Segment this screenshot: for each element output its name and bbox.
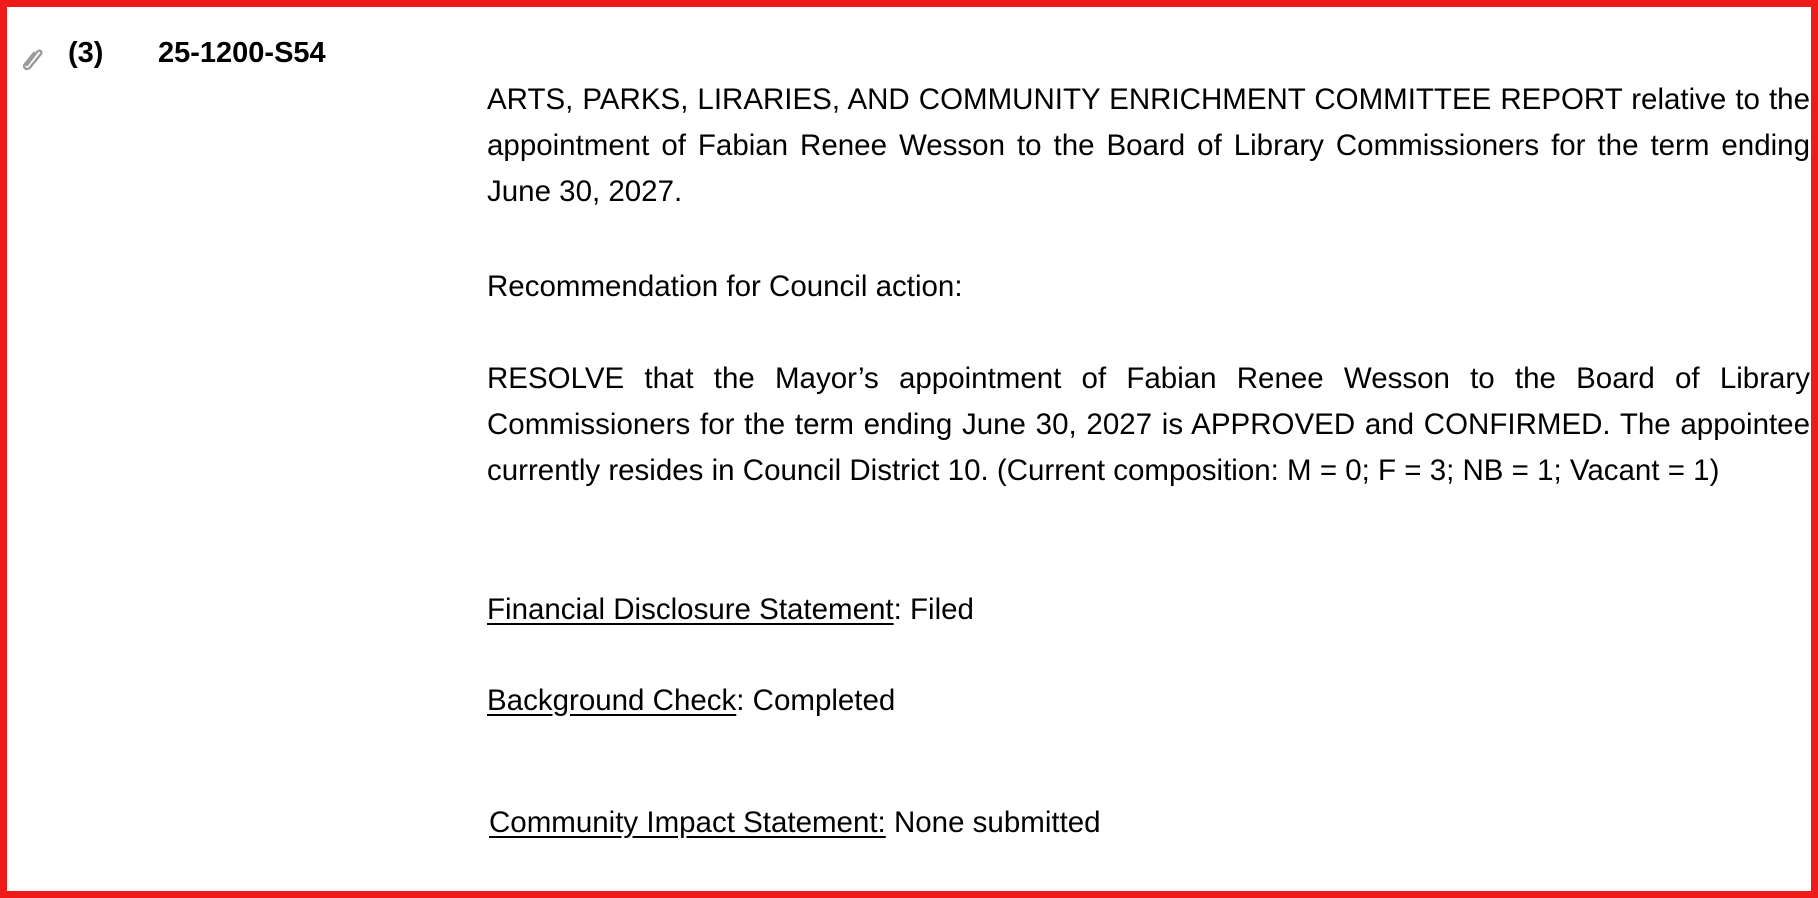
item-header	[7, 35, 407, 75]
item-number: (3)	[68, 37, 104, 69]
community-impact-line	[489, 800, 1812, 846]
financial-disclosure-label: Financial Disclosure Statement	[487, 593, 894, 626]
background-check-line	[487, 678, 1810, 724]
background-check-value: : Completed	[736, 684, 896, 717]
recommendation-heading: Recommendation for Council action:	[487, 270, 963, 303]
report-title-paragraph: ARTS, PARKS, LIRARIES, AND COMMUNITY ENRICHMENT COMMITTEE REPORT relative to the appointment of Fabian Renee Wesson to the Board of Library Commissioners for the term ending June 30, 2027.	[487, 83, 1810, 208]
financial-disclosure-line	[487, 587, 1810, 633]
community-impact-label: Community Impact Statement:	[489, 806, 886, 839]
council-file-number: 25-1200-S54	[158, 37, 326, 69]
community-impact-value: None submitted	[885, 806, 1101, 839]
background-check-label: Background Check	[487, 684, 737, 717]
financial-disclosure-value: : Filed	[893, 593, 974, 626]
paperclip-icon[interactable]	[19, 43, 45, 73]
resolve-paragraph: RESOLVE that the Mayor’s appointment of Fabian Renee Wesson to the Board of Library Commissioners for the term ending June 30, 2027 is APPROVED and CONFIRMED. The appointee currently resides in Council District 10. (Current composition: M = 0; F = 3; NB = 1; Vacant = 1)	[487, 362, 1810, 487]
